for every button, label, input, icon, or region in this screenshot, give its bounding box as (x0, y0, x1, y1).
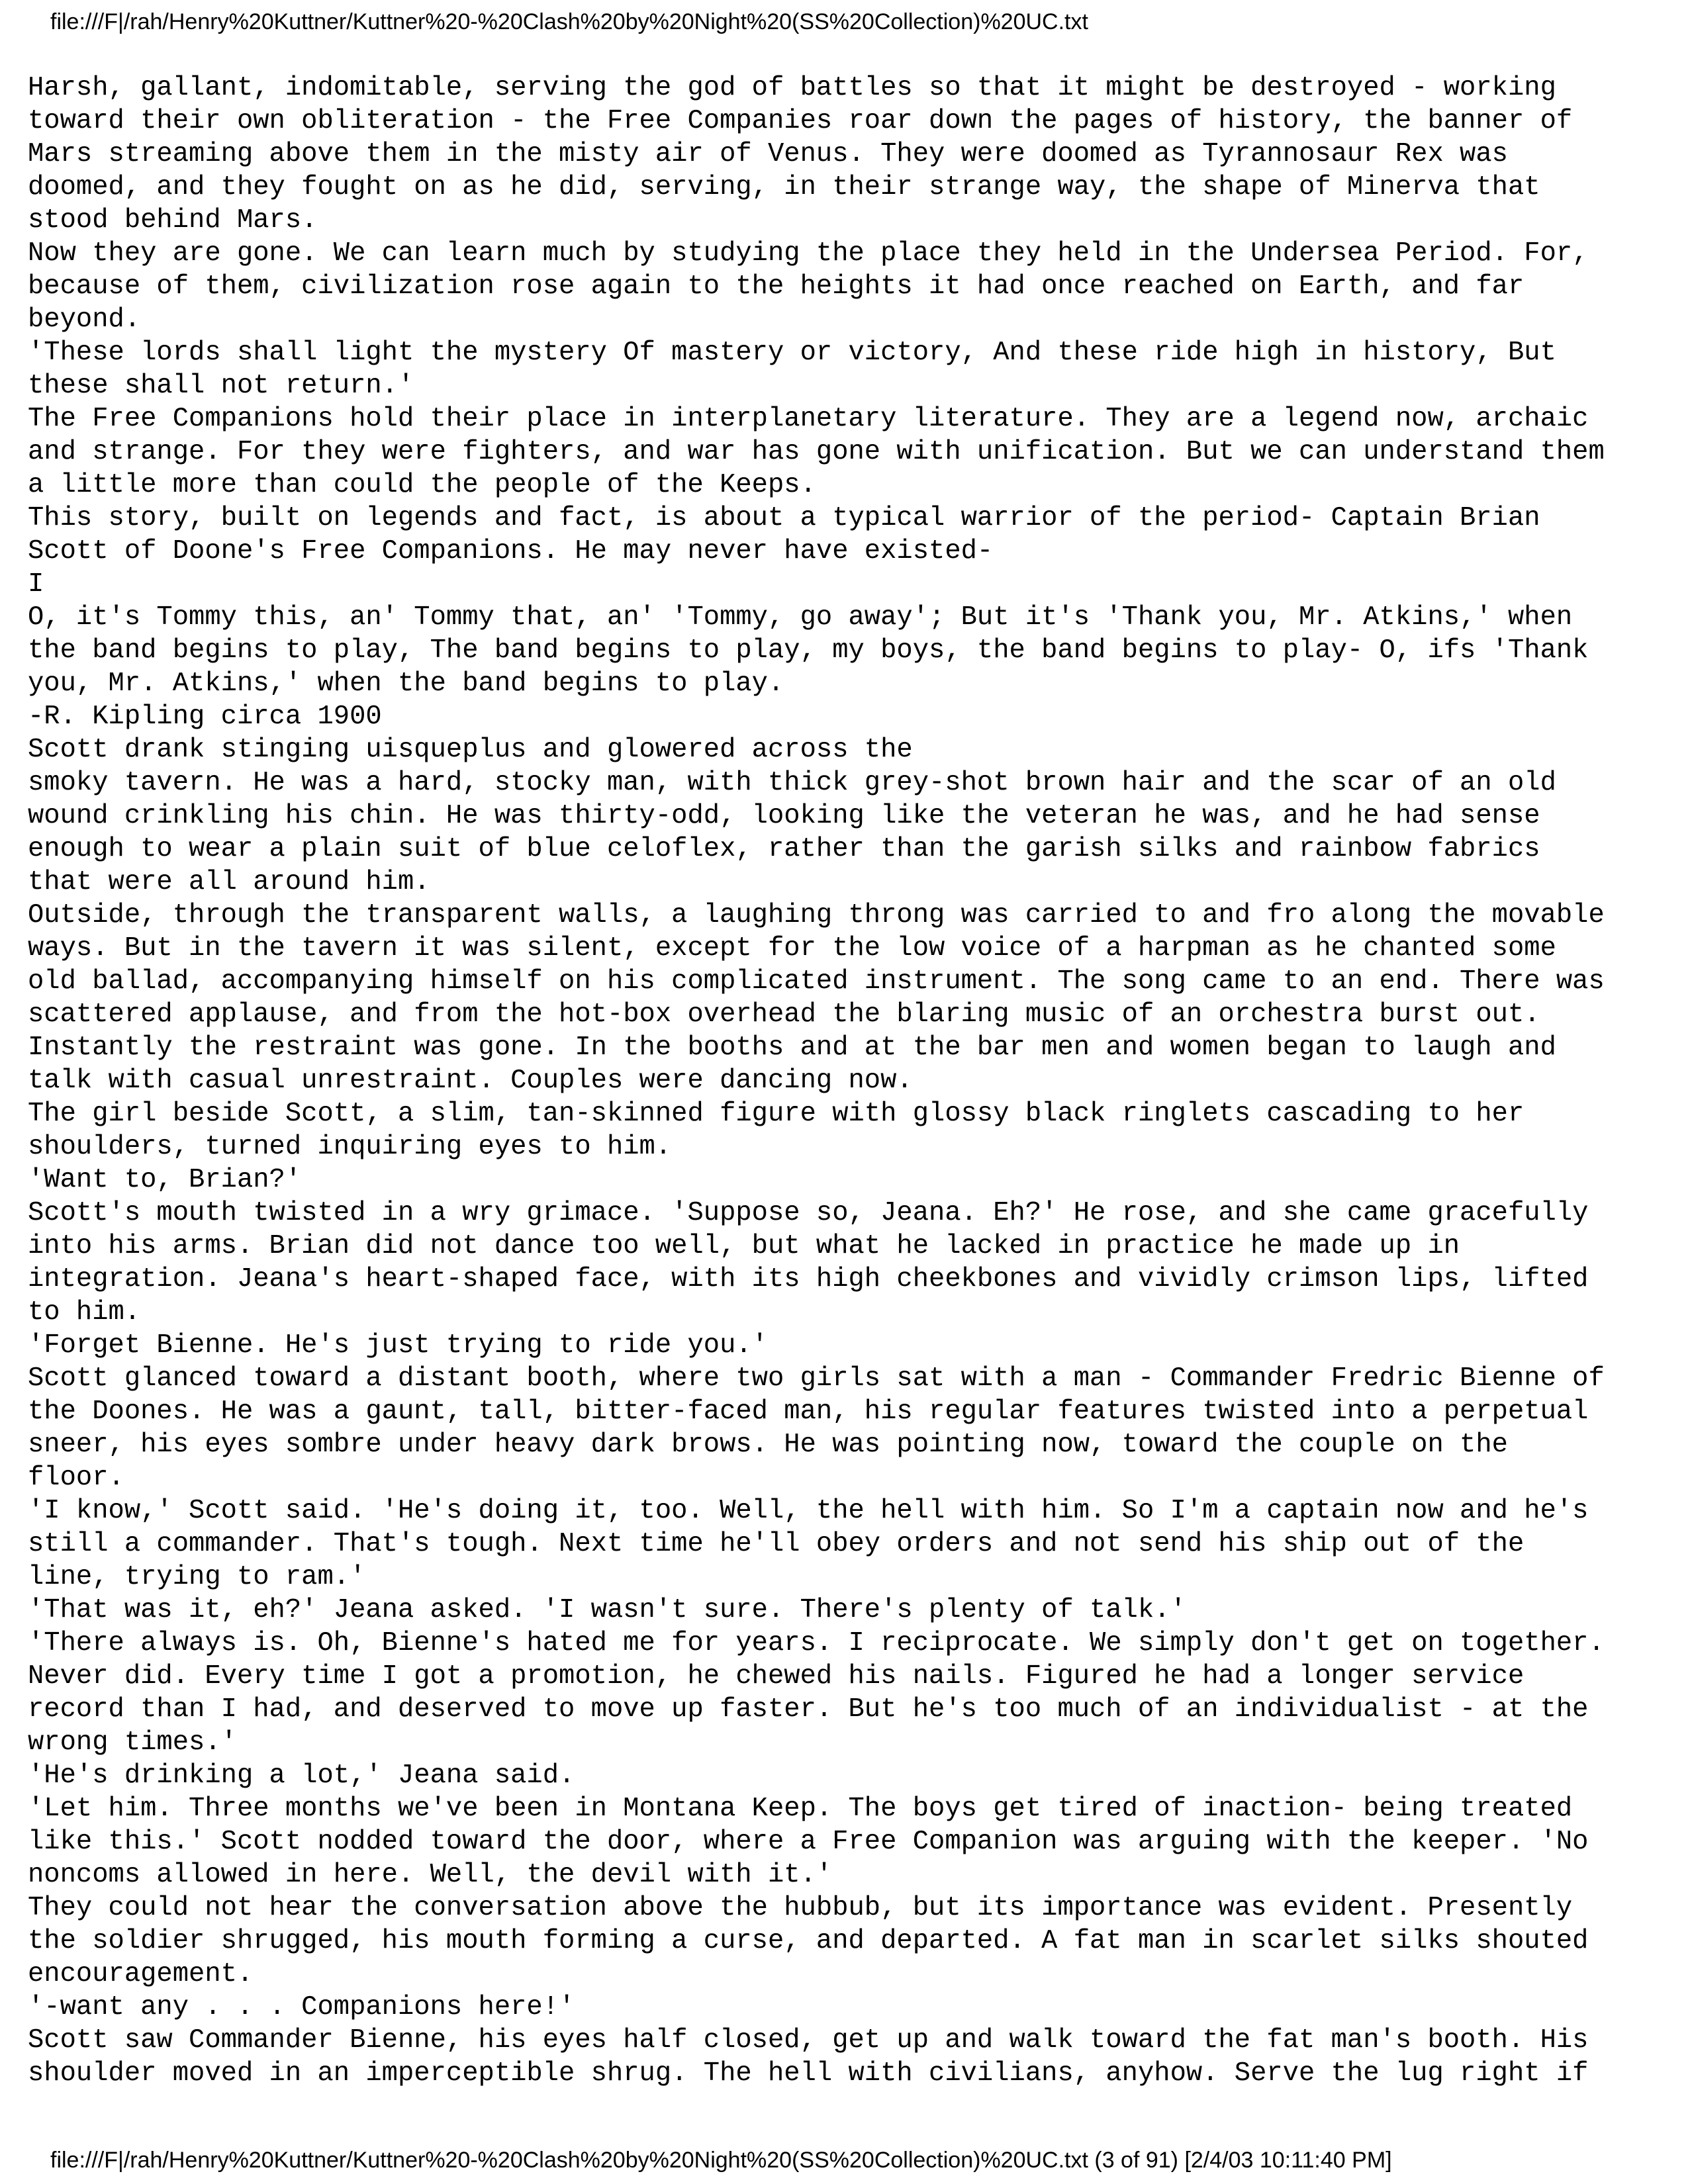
text-line: Instantly the restraint was gone. In the booths and at the bar men and women began to laugh and (28, 1032, 1556, 1063)
text-line: the Doones. He was a gaunt, tall, bitter-faced man, his regular features twisted into a perpetual (28, 1396, 1589, 1427)
text-line: Outside, through the transparent walls, a laughing throng was carried to and fro along the movable (28, 900, 1605, 931)
text-line: 'Want to, Brian?' (28, 1165, 302, 1195)
text-line: smoky tavern. He was a hard, stocky man, with thick grey-shot brown hair and the scar of an old (28, 768, 1556, 798)
text-line: because of them, civilization rose again to the heights it had once reached on Earth, and far (28, 271, 1524, 302)
text-line: beyond. (28, 304, 141, 335)
text-line: Now they are gone. We can learn much by studying the place they held in the Undersea Period. For, (28, 238, 1589, 269)
document-body (28, 71, 1663, 2090)
text-line: 'Let him. Three months we've been in Montana Keep. The boys get tired of inaction- being treated (28, 1794, 1573, 1824)
text-line: floor. (28, 1463, 124, 1493)
text-line: still a commander. That's tough. Next time he'll obey orders and not send his ship out of the (28, 1529, 1524, 1559)
text-line: 'These lords shall light the mystery Of mastery or victory, And these ride high in history, But (28, 338, 1556, 368)
text-line: like this.' Scott nodded toward the door, where a Free Companion was arguing with the keeper. 'No (28, 1827, 1589, 1857)
text-line: talk with casual unrestraint. Couples were dancing now. (28, 1066, 913, 1096)
text-line: shoulder moved in an imperceptible shrug. The hell with civilians, anyhow. Serve the lug right if (28, 2058, 1589, 2089)
text-line: -R. Kipling circa 1900 (28, 702, 382, 732)
text-line: 'I know,' Scott said. 'He's doing it, too. Well, the hell with him. So I'm a captain now and he's (28, 1496, 1589, 1526)
text-line: O, it's Tommy this, an' Tommy that, an' 'Tommy, go away'; But it's 'Thank you, Mr. Atkins,' when (28, 602, 1573, 633)
text-line: enough to wear a plain suit of blue celoflex, rather than the garish silks and rainbow fabrics (28, 834, 1540, 864)
text-line: into his arms. Brian did not dance too well, but what he lacked in practice he made up in (28, 1231, 1460, 1261)
text-line: ways. But in the tavern it was silent, except for the low voice of a harpman as he chanted some (28, 933, 1556, 964)
text-line: They could not hear the conversation above the hubbub, but its importance was evident. Presently (28, 1893, 1573, 1923)
text-line: doomed, and they fought on as he did, serving, in their strange way, the shape of Minerva that (28, 172, 1540, 203)
text-line: record than I had, and deserved to move up faster. But he's too much of an individualist - at the (28, 1694, 1589, 1725)
text-line: Mars streaming above them in the misty air of Venus. They were doomed as Tyrannosaur Rex was (28, 139, 1508, 169)
text-line: 'That was it, eh?' Jeana asked. 'I wasn't sure. There's plenty of talk.' (28, 1595, 1186, 1625)
text-line: Scott's mouth twisted in a wry grimace. 'Suppose so, Jeana. Eh?' He rose, and she came gracefully (28, 1198, 1589, 1228)
text-line: line, trying to ram.' (28, 1562, 366, 1592)
text-line: wound crinkling his chin. He was thirty-odd, looking like the veteran he was, and he had sense (28, 801, 1540, 831)
text-line: stood behind Mars. (28, 205, 318, 236)
text-line: Scott saw Commander Bienne, his eyes half closed, get up and walk toward the fat man's booth. His (28, 2025, 1589, 2056)
text-line: sneer, his eyes sombre under heavy dark brows. He was pointing now, toward the couple on the (28, 1430, 1508, 1460)
text-line: 'Forget Bienne. He's just trying to ride you.' (28, 1330, 768, 1361)
text-line: Scott glanced toward a distant booth, where two girls sat with a man - Commander Fredric Bienne of (28, 1363, 1605, 1394)
text-line: old ballad, accompanying himself on his complicated instrument. The song came to an end. There was (28, 966, 1605, 997)
text-line: Scott drank stinging uisqueplus and glowered across the (28, 735, 913, 765)
text-line: to him. (28, 1297, 141, 1328)
text-line: '-want any . . . Companions here!' (28, 1992, 575, 2023)
text-line: Scott of Doone's Free Companions. He may never have existed- (28, 536, 994, 567)
text-line: Harsh, gallant, indomitable, serving the god of battles so that it might be destroyed - working (28, 73, 1556, 103)
page-footer: file:///F|/rah/Henry%20Kuttner/Kuttner%20-%20Clash%20by%20Night%20(SS%20Collection)%20UC.txt (3 of 91) [2/4/03 10:11:40 PM] (50, 2148, 1392, 2173)
text-line: these shall not return.' (28, 371, 414, 401)
text-line: wrong times.' (28, 1727, 237, 1758)
text-line: Never did. Every time I got a promotion, he chewed his nails. Figured he had a longer service (28, 1661, 1524, 1692)
text-line: integration. Jeana's heart-shaped face, with its high cheekbones and vividly crimson lips, lifted (28, 1264, 1589, 1295)
text-line: toward their own obliteration - the Free Companies roar down the pages of history, the banner of (28, 106, 1573, 136)
file-path-header: file:///F|/rah/Henry%20Kuttner/Kuttner%20-%20Clash%20by%20Night%20(SS%20Collection)%20UC.txt (50, 9, 1088, 34)
text-line: 'He's drinking a lot,' Jeana said. (28, 1760, 575, 1791)
text-line: I (28, 569, 44, 600)
text-line: encouragement. (28, 1959, 254, 1989)
text-line: the soldier shrugged, his mouth forming a curse, and departed. A fat man in scarlet silks shouted (28, 1926, 1589, 1956)
text-line: The Free Companions hold their place in interplanetary literature. They are a legend now, archaic (28, 404, 1589, 434)
text-line: shoulders, turned inquiring eyes to him. (28, 1132, 672, 1162)
text-line: that were all around him. (28, 867, 430, 897)
text-line: you, Mr. Atkins,' when the band begins to play. (28, 668, 784, 699)
text-line: The girl beside Scott, a slim, tan-skinned figure with glossy black ringlets cascading to her (28, 1099, 1524, 1129)
text-line: the band begins to play, The band begins to play, my boys, the band begins to play- O, ifs 'Thank (28, 635, 1589, 666)
text-line: and strange. For they were fighters, and war has gone with unification. But we can understand them (28, 437, 1605, 467)
text-line: noncoms allowed in here. Well, the devil with it.' (28, 1860, 833, 1890)
text-line: This story, built on legends and fact, is about a typical warrior of the period- Captain Brian (28, 503, 1540, 533)
text-line: scattered applause, and from the hot-box overhead the blaring music of an orchestra burst out. (28, 999, 1540, 1030)
text-line: a little more than could the people of the Keeps. (28, 470, 816, 500)
text-line: 'There always is. Oh, Bienne's hated me for years. I reciprocate. We simply don't get on together. (28, 1628, 1605, 1659)
